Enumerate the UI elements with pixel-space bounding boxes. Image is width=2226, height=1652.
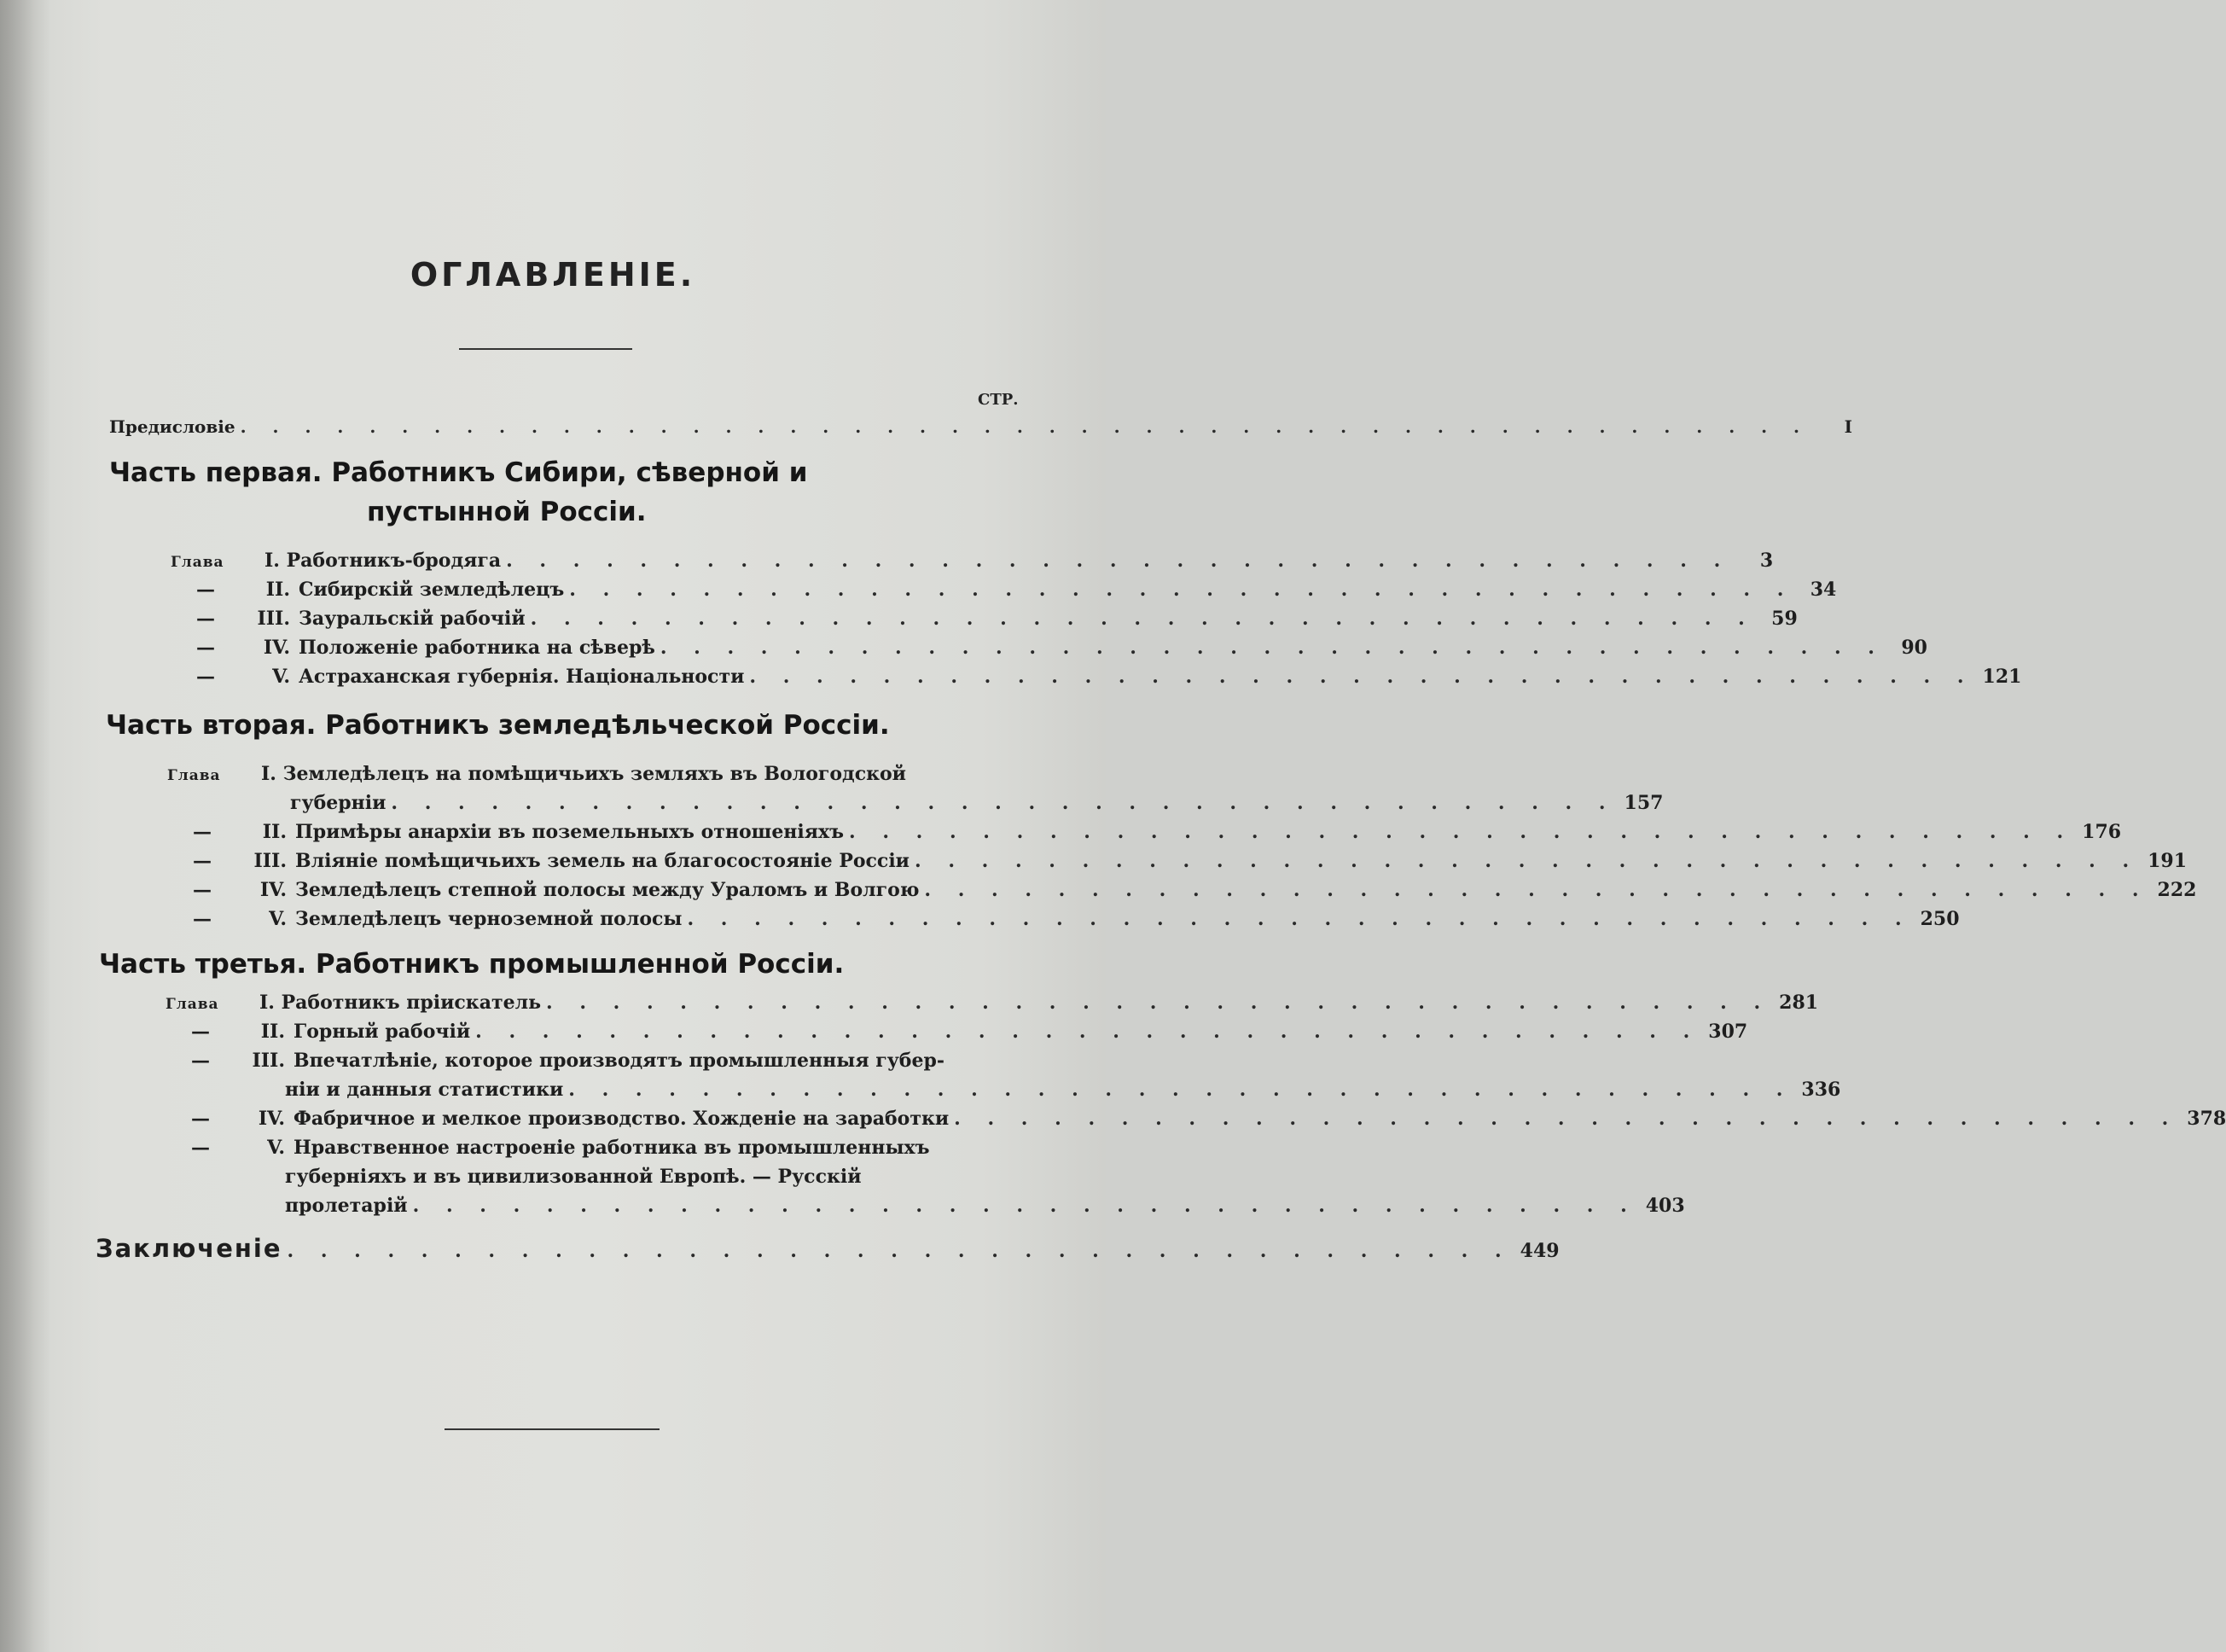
page-number: 34 — [1810, 579, 1837, 601]
page-number: 222 — [2157, 879, 2197, 901]
leader-dots: . . . . . . . . . . . . . . . . . . . . . . . . . . . . . . . . . . . . . — [849, 821, 2074, 843]
page-title: ОГЛАВЛЕНІЕ. — [410, 256, 696, 294]
leader-dots: . . . . . . . . . . . . . . . . . . . . . . . . . . . . . . . . . . . . . — [660, 637, 1885, 659]
toc-entry-continued[interactable] — [166, 1195, 1685, 1217]
entry-title: Сибирскій земледѣлецъ — [299, 579, 565, 601]
chapter-prefix: — — [193, 908, 212, 930]
page-number: 121 — [1982, 666, 2022, 688]
chapter-roman: I. — [259, 992, 275, 1014]
title-divider — [459, 348, 632, 350]
chapter-prefix: Глава — [166, 996, 219, 1013]
toc-entry[interactable] — [166, 1108, 2226, 1130]
entry-title: Горный рабочій — [294, 1021, 471, 1043]
page-number: 281 — [1779, 992, 1819, 1014]
page-number: 176 — [2082, 821, 2122, 843]
chapter-prefix: — — [193, 821, 212, 843]
toc-entry[interactable] — [167, 908, 1960, 930]
page-number: 336 — [1801, 1079, 1841, 1101]
page-number: 3 — [1759, 550, 1774, 572]
chapter-prefix: — — [191, 1050, 210, 1072]
page-number: 378 — [2187, 1108, 2226, 1130]
entry-title-continued: губерніи — [290, 792, 386, 814]
entry-title: Положеніе работника на сѣверѣ — [299, 637, 655, 659]
chapter-prefix: — — [196, 579, 215, 601]
page-number: 449 — [1520, 1240, 1560, 1262]
leader-dots: . . . . . . . . . . . . . . . . . . . . . . . . . . . . . . . . . . . . . — [954, 1108, 2179, 1130]
chapter-roman: V. — [267, 1137, 285, 1159]
page-number: 90 — [1901, 637, 1927, 659]
leader-dots: . . . . . . . . . . . . . . . . . . . . . . . . . . . . . . . . . . . . . — [687, 908, 1912, 930]
leader-dots: . . . . . . . . . . . . . . . . . . . . . . . . . . . . . . . . . . . . . — [475, 1021, 1700, 1043]
toc-entry[interactable] — [166, 1137, 1024, 1159]
toc-entry[interactable] — [171, 550, 1774, 572]
leader-dots: . . . . . . . . . . . . . . . . . . . . . . . . . . . . . . . . . . . . . — [506, 550, 1731, 572]
toc-entry[interactable] — [166, 992, 1819, 1014]
toc-entry[interactable] — [166, 1050, 1024, 1072]
entry-title-continued: губерніяхъ и въ цивилизованной Европѣ. — Русскій — [285, 1166, 862, 1188]
chapter-roman: III. — [257, 608, 290, 630]
entry-title: Работникъ пріискатель — [281, 992, 542, 1014]
chapter-prefix: — — [196, 637, 215, 659]
entry-title: Примѣры анархіи въ поземельныхъ отношеніяхъ — [295, 821, 845, 843]
toc-entry-conclusion[interactable] — [96, 1234, 1560, 1263]
chapter-roman: III. — [252, 1050, 285, 1072]
part-heading-2: Часть вторая. Работникъ земледѣльческой Россіи. — [106, 710, 890, 741]
toc-entry-continued[interactable] — [167, 792, 1664, 814]
toc-entry[interactable] — [171, 608, 1798, 630]
entry-title: Фабричное и мелкое производство. Хожденіе на заработки — [294, 1108, 950, 1130]
entry-title: Нравственное настроеніе работника въ промышленныхъ — [294, 1137, 930, 1159]
entry-title-continued: ніи и данныя статистики — [285, 1079, 564, 1101]
leader-dots: . . . . . . . . . . . . . . . . . . . . . . . . . . . . . . . . . . . . . — [546, 992, 1771, 1014]
page-number: 403 — [1645, 1195, 1685, 1217]
leader-dots: . . . . . . . . . . . . . . . . . . . . . . . . . . . . . . . . . . . . . — [412, 1195, 1637, 1217]
toc-entry[interactable] — [171, 579, 1837, 601]
toc-entry[interactable] — [166, 1021, 1748, 1043]
chapter-roman: V. — [272, 666, 290, 688]
chapter-prefix: Глава — [171, 554, 224, 571]
entry-title: Земледѣлецъ на помѣщичьихъ земляхъ въ Вологодской — [282, 763, 906, 785]
chapter-prefix: — — [191, 1137, 210, 1159]
leader-dots: . . . . . . . . . . . . . . . . . . . . . . . . . . . . . . . . . . . . . — [287, 1240, 1512, 1262]
page-number: 307 — [1708, 1021, 1748, 1043]
entry-title: Астраханская губернія. Національности — [299, 666, 745, 688]
entry-title: Вліяніе помѣщичьихъ земель на благосостояніе Россіи — [295, 850, 910, 872]
chapter-roman: I. — [264, 550, 280, 572]
page-number: 157 — [1624, 792, 1664, 814]
leader-dots: . . . . . . . . . . . . . . . . . . . . . . . . . . . . . . . . . . . . . . . . . . . . . . . . . — [240, 416, 1810, 437]
chapter-roman: II. — [262, 821, 287, 843]
part-heading-3: Часть третья. Работникъ промышленной Россіи. — [99, 949, 845, 980]
entry-title: Заключеніе — [96, 1234, 282, 1263]
leader-dots: . . . . . . . . . . . . . . . . . . . . . . . . . . . . . . . . . . . . . — [569, 579, 1794, 601]
toc-entry[interactable] — [167, 850, 2188, 872]
part-heading-1-cont: пустынной Россіи. — [367, 497, 647, 527]
chapter-prefix: — — [193, 850, 212, 872]
leader-dots: . . . . . . . . . . . . . . . . . . . . . . . . . . . . . . . . . . . . . — [568, 1079, 1793, 1101]
toc-entry[interactable] — [167, 763, 1024, 785]
chapter-prefix: — — [193, 879, 212, 901]
chapter-roman: IV. — [259, 879, 287, 901]
page-number: 59 — [1771, 608, 1798, 630]
chapter-roman: IV. — [258, 1108, 285, 1130]
leader-dots: . . . . . . . . . . . . . . . . . . . . . . . . . . . . . . . . . . . . . — [749, 666, 1974, 688]
entry-title: Земледѣлецъ черноземной полосы — [295, 908, 683, 930]
entry-title: Земледѣлецъ степной полосы между Ураломъ и Волгою — [295, 879, 920, 901]
chapter-roman: IV. — [263, 637, 290, 659]
entry-title: Работникъ-бродяга — [286, 550, 502, 572]
toc-entry[interactable] — [171, 637, 1927, 659]
chapter-roman: V. — [269, 908, 287, 930]
toc-entry[interactable] — [171, 666, 2022, 688]
chapter-roman: II. — [265, 579, 290, 601]
entry-title: Впечатлѣніе, которое производятъ промышленныя губер- — [294, 1050, 944, 1072]
leader-dots: . . . . . . . . . . . . . . . . . . . . . . . . . . . . . . . . . . . . . — [924, 879, 2149, 901]
entry-title-continued: пролетарій — [285, 1195, 408, 1217]
end-divider — [445, 1428, 660, 1430]
chapter-prefix: Глава — [167, 767, 221, 784]
chapter-prefix: — — [191, 1108, 210, 1130]
page-number: I — [1844, 416, 1853, 437]
chapter-roman: I. — [261, 763, 276, 785]
toc-entry-continued[interactable] — [166, 1079, 1841, 1101]
toc-entry[interactable] — [167, 821, 2122, 843]
entry-title: Зауральскій рабочій — [299, 608, 526, 630]
chapter-roman: III. — [253, 850, 287, 872]
leader-dots: . . . . . . . . . . . . . . . . . . . . . . . . . . . . . . . . . . . . . — [530, 608, 1755, 630]
part-heading-1: Часть первая. Работникъ Сибири, сѣверной и — [109, 457, 808, 488]
page-column-label: СТР. — [978, 391, 1019, 409]
chapter-prefix: — — [196, 666, 215, 688]
chapter-prefix: — — [196, 608, 215, 630]
leader-dots: . . . . . . . . . . . . . . . . . . . . . . . . . . . . . . . . . . . . . — [391, 792, 1616, 814]
page-number: 191 — [2148, 850, 2188, 872]
entry-title: Предисловіе — [109, 416, 235, 437]
toc-entry-foreword[interactable] — [109, 416, 1853, 437]
chapter-prefix: — — [191, 1021, 210, 1043]
chapter-roman: II. — [260, 1021, 285, 1043]
toc-entry[interactable] — [167, 879, 2197, 901]
page-number: 250 — [1920, 908, 1960, 930]
leader-dots: . . . . . . . . . . . . . . . . . . . . . . . . . . . . . . . . . . . . . — [915, 850, 2140, 872]
